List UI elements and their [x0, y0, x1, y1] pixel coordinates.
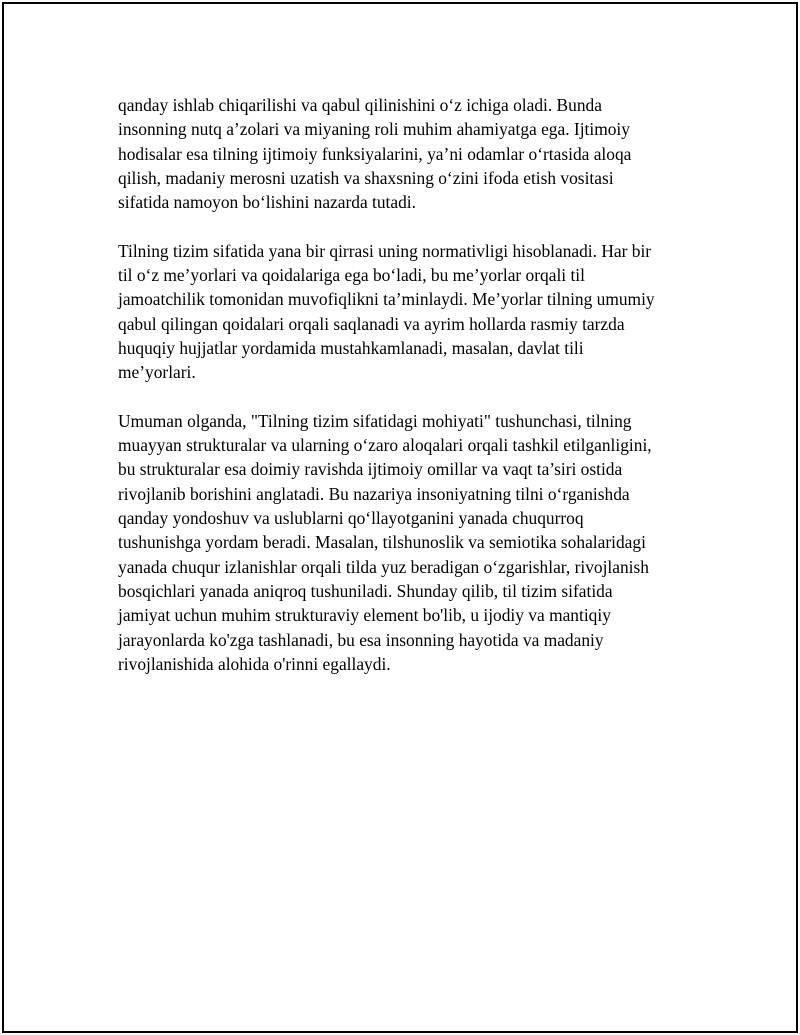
- text-line: Umuman olganda, "Tilning tizim sifatidagi mohiyati" tushunchasi, tilning: [118, 410, 632, 431]
- text-line: qanday ishlab chiqarilishi va qabul qilinishini o‘z ichiga oladi. Bunda: [118, 95, 602, 115]
- text-line: huquqiy hujjatlar yordamida mustahkamlanadi, masalan, davlat tili: [118, 337, 584, 358]
- text-line: rivojlanishida alohida o'rinni egallaydi.: [118, 653, 391, 674]
- text-line: tushunishga yordam beradi. Masalan, tilshunoslik va semiotika sohalaridagi: [118, 532, 646, 553]
- text-line: qabul qilingan qoidalari orqali saqlanadi va ayrim hollarda rasmiy tarzda: [118, 313, 625, 334]
- text-line: hodisalar esa tilning ijtimoiy funksiyalarini, ya’ni odamlar o‘rtasida aloqa: [118, 143, 632, 164]
- text-line: til o‘z me’yorlari va qoidalariga ega bo‘ladi, bu me’yorlar orqali til: [118, 265, 585, 286]
- paragraph-2: [118, 239, 688, 385]
- text-line: jamoatchilik tomonidan muvofiqlikni ta’minlaydi. Me’yorlar tilning umumiy: [118, 289, 655, 310]
- text-line: me’yorlari.: [118, 362, 196, 383]
- text-line: jarayonlarda ko'zga tashlanadi, bu esa insonning hayotida va madaniy: [118, 629, 604, 650]
- text-line: jamiyat uchun muhim strukturaviy element bo'lib, u ijodiy va mantiqiy: [118, 605, 611, 626]
- text-line: sifatida namoyon bo‘lishini nazarda tutadi.: [118, 192, 416, 213]
- text-line: bu strukturalar esa doimiy ravishda ijtimoiy omillar va vaqt ta’siri ostida: [118, 459, 623, 480]
- text-line: bosqichlari yanada aniqroq tushuniladi. Shunday qilib, til tizim sifatida: [118, 580, 613, 601]
- paragraph-3: [118, 409, 688, 676]
- text-line: yanada chuqur izlanishlar orqali tilda yuz beradigan o‘zgarishlar, rivojlanish: [118, 556, 649, 577]
- text-line: qanday yondoshuv va uslublarni qo‘llayotganini yanada chuqurroq: [118, 508, 584, 529]
- text-line: qilish, madaniy merosni uzatish va shaxsning o‘zini ifoda etish vositasi: [118, 167, 614, 188]
- paragraph-1: [118, 93, 688, 214]
- text-line: Tilning tizim sifatida yana bir qirrasi uning normativligi hisoblanadi. Har bir: [118, 240, 652, 261]
- text-line: rivojlanib borishini anglatadi. Bu nazariya insoniyatning tilni o‘rganishda: [118, 483, 630, 504]
- document-body: [118, 93, 688, 700]
- text-line: muayyan strukturalar va ularning o‘zaro aloqalari orqali tashkil etilganligini,: [118, 435, 652, 456]
- text-line: insonning nutq a’zolari va miyaning roli muhim ahamiyatga ega. Ijtimoiy: [118, 119, 630, 140]
